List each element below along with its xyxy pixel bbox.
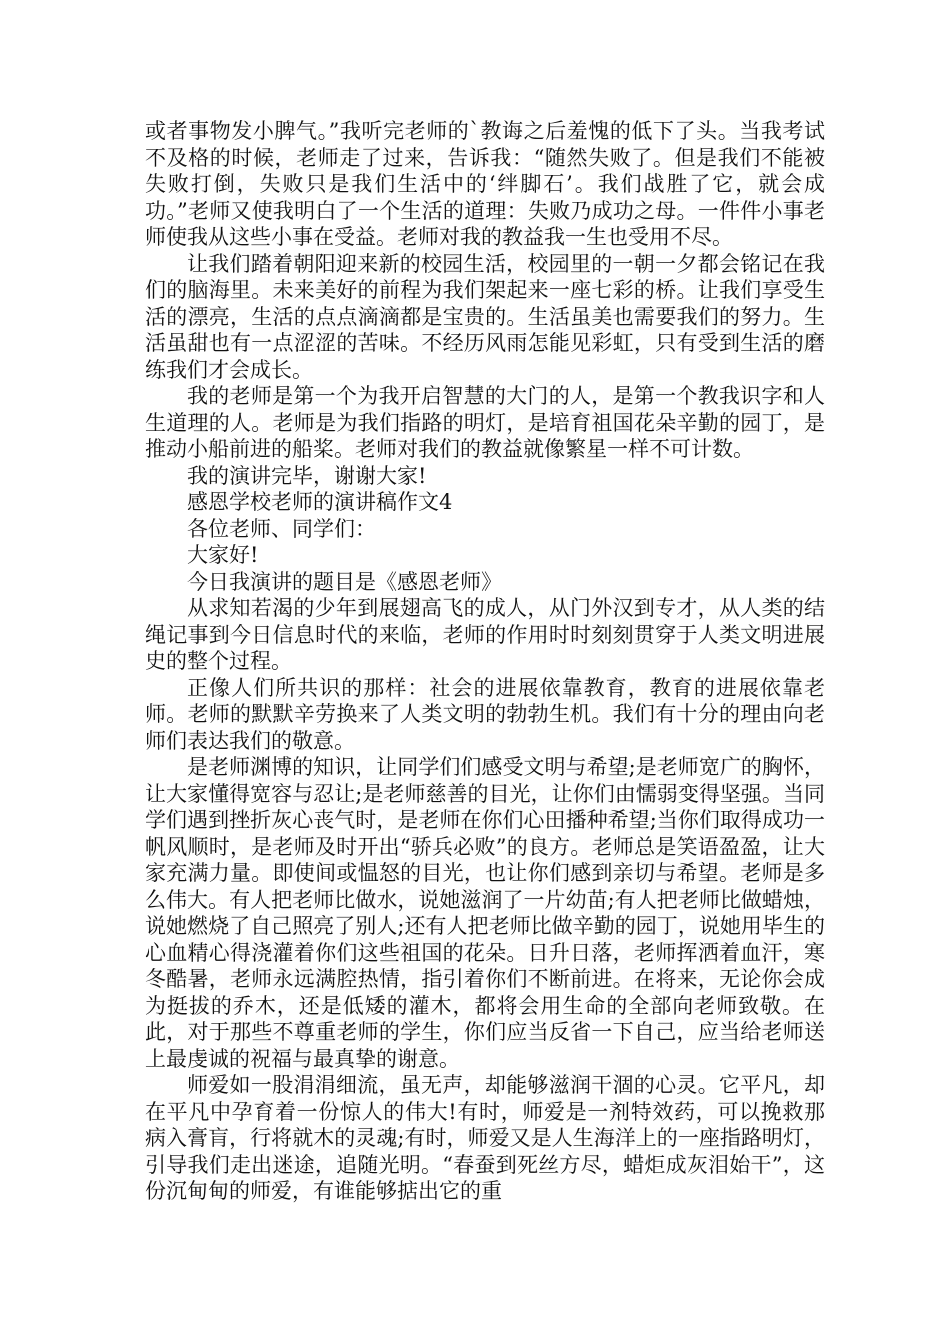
paragraph-2: 让我们踏着朝阳迎来新的校园生活，校园里的一朝一夕都会铭记在我们的脑海里。未来美好的前程为我们架起来一座七彩的桥。让我们享受生活的漂亮，生活的点点滴滴都是宝贵的。生活虽美也需要我们的努力。生活虽甜也有一点涩涩的苦味。不经历风雨怎能见彩虹，只有受到生活的磨练我们才会成长。 — [145, 251, 825, 382]
paragraph-10: 正像人们所共识的那样：社会的进展依靠教育，教育的进展依靠老师。老师的默默辛劳换来了人类文明的勃勃生机。我们有十分的理由向老师们表达我们的敬意。 — [145, 675, 825, 753]
essay-title: 感恩学校老师的演讲稿作文4 — [187, 490, 453, 514]
paragraph-9: 从求知若渴的少年到展翅高飞的成人，从门外汉到专才，从人类的结绳记事到今日信息时代的来临，老师的作用时时刻刻贯穿于人类文明进展史的整个过程。 — [145, 596, 825, 673]
document-page — [145, 118, 825, 1205]
paragraph-1: 或者事物发小脾气。”我听完老师的`教诲之后羞愧的低下了头。当我考试不及格的时候，老师走了过来，告诉我：“随然失败了。但是我们不能被失败打倒，失败只是我们生活中的‘绊脚石’。我们战胜了它，就会成功。”老师又使我明白了一个生活的道理：失败乃成功之母。一件件小事老师使我从这些小事在受益。老师对我的教益我一生也受用不尽。 — [145, 119, 825, 249]
closing-line: 我的演讲完毕，谢谢大家! — [187, 463, 427, 488]
paragraph-3: 我的老师是第一个为我开启智慧的大门的人，是第一个教我识字和人生道理的人。老师是为我们指路的明灯，是培育祖国花朵辛勤的园丁，是推动小船前进的船桨。老师对我们的教益就像繁星一样不可计数。 — [145, 384, 825, 461]
salutation: 各位老师、同学们： — [187, 516, 376, 541]
greeting: 大家好! — [187, 543, 259, 567]
paragraph-11: 是老师渊博的知识，让同学们们感受文明与希望;是老师宽广的胸怀，让大家懂得宽容与忍让;是老师慈善的目光，让你们由懦弱变得坚强。当同学们遇到挫折灰心丧气时，是老师在你们心田播种希望;当你们取得成功一帆风顺时，是老师及时开出“骄兵必败”的良方。老师总是笑语盈盈，让大家充满力量。即使间或愠怒的目光，也让你们感到亲切与希望。老师是多么伟大。有人把老师比做水，说她滋润了一片幼苗;有人把老师比做蜡烛，说她燃烧了自己照亮了别人;还有人把老师比做辛勤的园丁，说她用毕生的心血精心得浇灌着你们这些祖国的花朵。日升日落，老师挥洒着血汗，寒冬酷暑，老师永远满腔热情，指引着你们不断前进。在将来，无论你会成为挺拔的乔木，还是低矮的灌木，都将会用生命的全部向老师致敬。在此，对于那些不尊重老师的学生，你们应当反省一下自己，应当给老师送上最虔诚的祝福与最真挚的谢意。 — [145, 755, 825, 1071]
paragraph-12: 师爱如一股涓涓细流，虽无声，却能够滋润干涸的心灵。它平凡，却在平凡中孕育着一份惊人的伟大!有时，师爱是一剂特效药，可以挽救那病入膏肓，行将就木的灵魂;有时，师爱又是人生海洋上的一座指路明灯，引导我们走出迷途，追随光明。“春蚕到死丝方尽，蜡炬成灰泪始干”，这份沉甸甸的师爱，有谁能够掂出它的重 — [145, 1073, 825, 1203]
speech-topic: 今日我演讲的题目是《感恩老师》 — [187, 569, 502, 594]
